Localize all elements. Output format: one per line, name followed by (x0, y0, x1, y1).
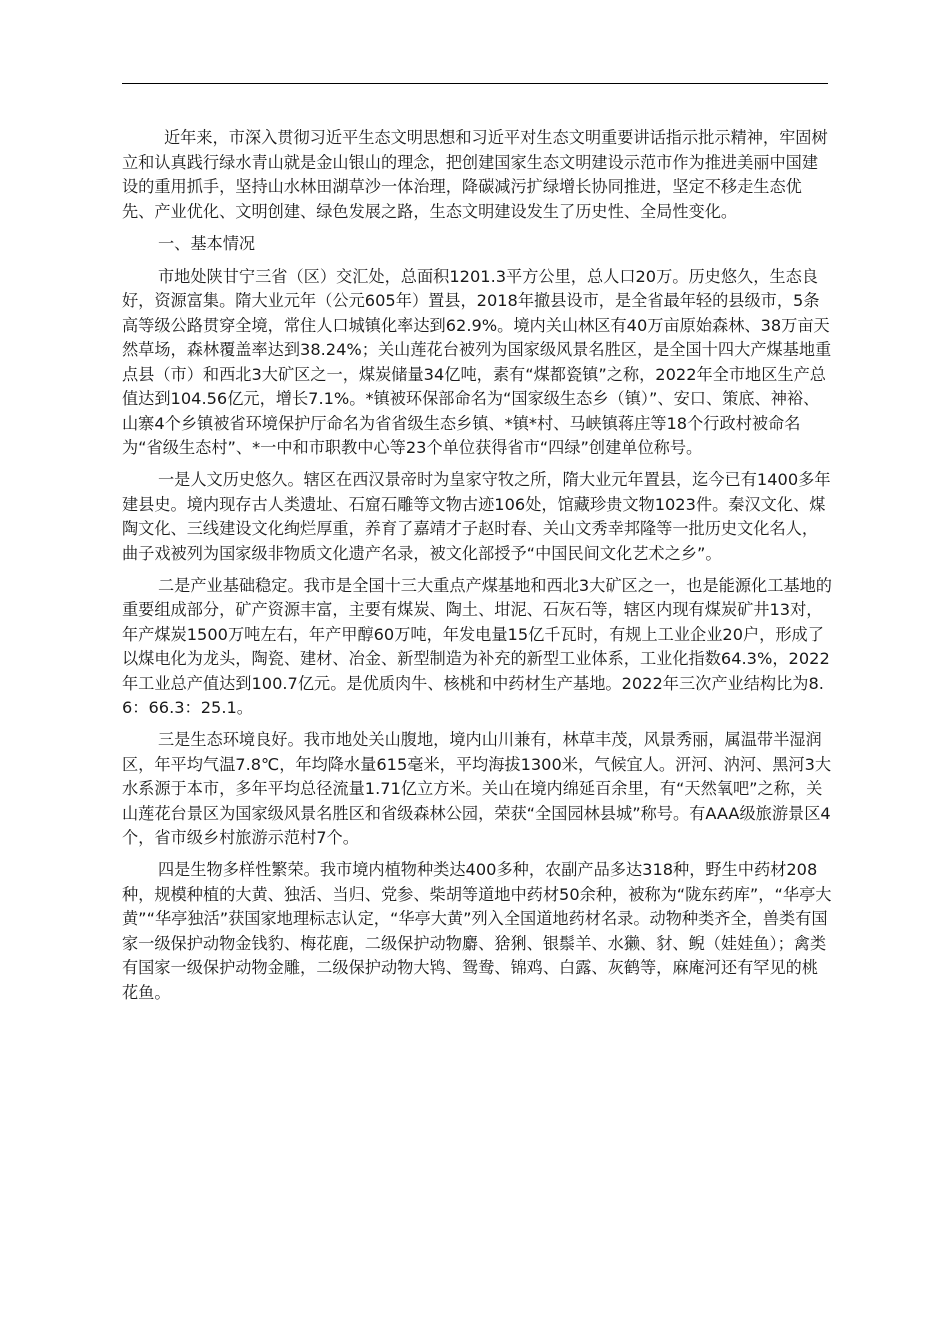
document-body (122, 126, 832, 1005)
point-2-paragraph: 二是产业基础稳定。我市是全国十三大重点产煤基地和西北3大矿区之一，也是能源化工基地的重要组成部分，矿产资源丰富，主要有煤炭、陶土、坩泥、石灰石等，辖区内现有煤炭矿井13对，年产煤炭1500万吨左右，年产甲醇60万吨，年发电量15亿千瓦时，有规上工业企业20户，形成了以煤电化为龙头，陶瓷、建材、冶金、新型制造为补充的新型工业体系，工业化指数64.3%，2022年工业总产值达到100.7亿元。是优质肉牛、核桃和中药材生产基地。2022年三次产业结构比为8.6：66.3：25.1。 (122, 575, 832, 717)
point-1-paragraph: 一是人文历史悠久。辖区在西汉景帝时为皇家守牧之所，隋大业元年置县，迄今已有1400多年建县史。境内现存古人类遗址、石窟石雕等文物古迹106处，馆藏珍贵文物1023件。秦汉文化、煤陶文化、三线建设文化绚烂厚重，养育了嘉靖才子赵时春、关山文秀幸邦隆等一批历史文化名人，曲子戏被列为国家级非物质文化遗产名录，被文化部授予“中国民间文化艺术之乡”。 (122, 470, 831, 563)
section-heading: 一、基本情况 (158, 234, 256, 253)
point-4-paragraph: 四是生物多样性繁荣。我市境内植物种类达400多种，农副产品多达318种，野生中药材208种，规模种植的大黄、独活、当归、党参、柴胡等道地中药材50余种，被称为“陇东药库”，“华亭大黄”“华亭独活”获国家地理标志认定，“华亭大黄”列入全国道地药材名录。动物种类齐全，兽类有国家一级保护动物金钱豹、梅花鹿，二级保护动物麝、猞猁、银鬃羊、水獭、豺、鲵（娃娃鱼）；禽类有国家一级保护动物金雕，二级保护动物大鸨、鸳鸯、锦鸡、白露、灰鹤等，麻庵河还有罕见的桃花鱼。 (122, 860, 832, 1002)
header-rule (122, 83, 828, 84)
overview-paragraph: 市地处陕甘宁三省（区）交汇处，总面积1201.3平方公里，总人口20万。历史悠久，生态良好，资源富集。隋大业元年（公元605年）置县，2018年撤县设市，是全省最年轻的县级市，5条高等级公路贯穿全境，常住人口城镇化率达到62.9%。境内关山林区有40万亩原始森林、38万亩天然草场，森林覆盖率达到38.24%；关山莲花台被列为国家级风景名胜区，是全国十四大产煤基地重点县（市）和西北3大矿区之一，煤炭储量34亿吨，素有“煤都瓷镇”之称，2022年全市地区生产总值达到104.56亿元，增长7.1%。*镇被环保部命名为“国家级生态乡（镇）”、安口、策底、神裕、山寨4个乡镇被省环境保护厅命名为省省级生态乡镇、*镇*村、马峡镇蒋庄等18个行政村被命名为“省级生态村”、*一中和市职教中心等23个单位获得省市“四绿”创建单位称号。 (122, 266, 832, 457)
point-3-paragraph: 三是生态环境良好。我市地处关山腹地，境内山川兼有，林草丰茂，风景秀丽，属温带半湿润区，年平均气温7.8℃，年均降水量615毫米，平均海拔1300米，气候宜人。汧河、汭河、黑河3大水系源于本市，多年平均总径流量1.71亿立方米。关山在境内绵延百余里，有“天然氧吧”之称，关山莲花台景区为国家级风景名胜区和省级森林公园，荣获“全国园林县城”称号。有AAA级旅游景区4个，省市级乡村旅游示范村7个。 (122, 730, 832, 847)
intro-paragraph: 近年来，市深入贯彻习近平生态文明思想和习近平对生态文明重要讲话指示批示精神，牢固树立和认真践行绿水青山就是金山银山的理念，把创建国家生态文明建设示范市作为推进美丽中国建设的重用抓手，坚持山水林田湖草沙一体治理，降碳减污扩绿增长协同推进，坚定不移走生态优先、产业优化、文明创建、绿色发展之路，生态文明建设发生了历史性、全局性变化。 (122, 128, 828, 221)
